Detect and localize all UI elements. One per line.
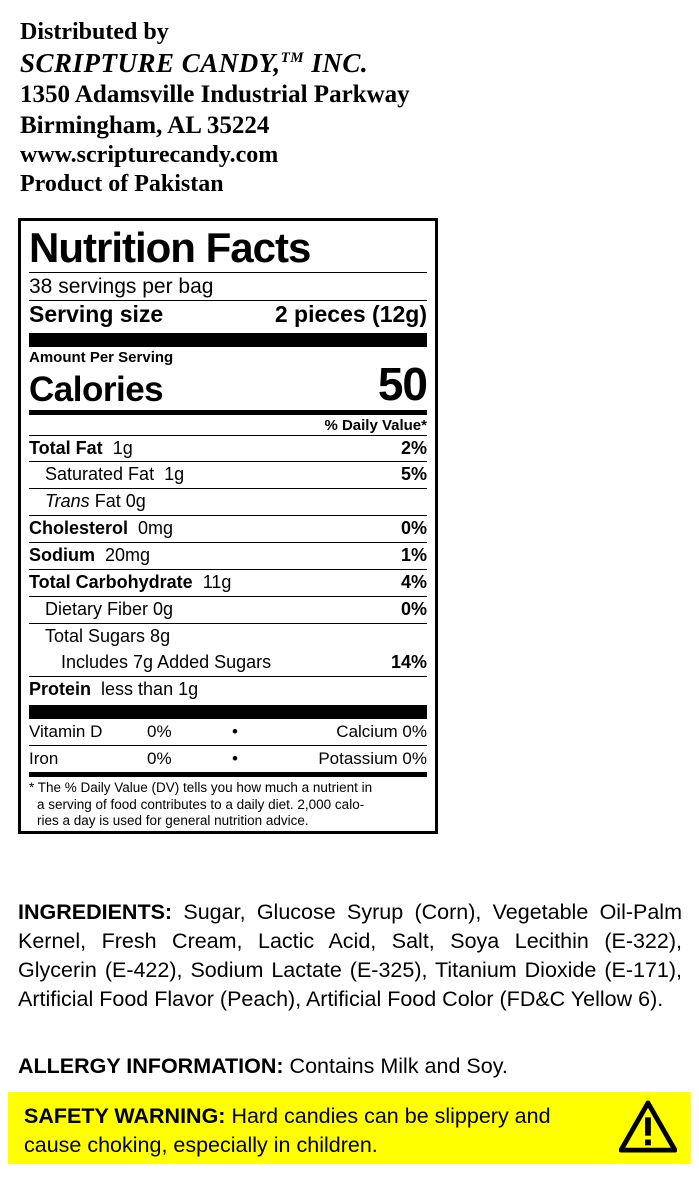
nutrition-facts-panel <box>18 218 438 834</box>
trans-fat-label: Fat 0g <box>94 491 146 512</box>
dietary-fiber-dv: 0% <box>400 599 427 620</box>
nutrient-row-added-sugars <box>29 650 427 676</box>
company-suffix: INC. <box>304 48 369 79</box>
nutrient-row-dietary-fiber <box>29 596 427 623</box>
serving-size-value: 2 pieces (12g) <box>274 301 427 328</box>
cholesterol-label: Cholesterol <box>29 518 129 539</box>
company-name: SCRIPTURE CANDY, <box>20 48 281 79</box>
nutrient-row-trans-fat <box>29 488 427 515</box>
vitamin-row-d-calcium <box>29 719 427 745</box>
servings-per-container: 38 servings per bag <box>29 275 214 298</box>
potassium-label-value: Potassium 0% <box>318 749 427 769</box>
nutrient-row-sodium <box>29 542 427 569</box>
cholesterol-dv: 0% <box>400 518 427 539</box>
ingredients-block <box>18 898 682 1014</box>
total-carbohydrate-amount: 11g <box>202 572 232 593</box>
dietary-fiber-label: Dietary Fiber 0g <box>45 599 174 620</box>
saturated-fat-amount: 1g <box>164 464 185 485</box>
iron-label: Iron <box>29 749 59 769</box>
calcium-label-value: Calcium 0% <box>336 722 427 742</box>
safety-warning-banner <box>8 1092 691 1164</box>
total-fat-label: Total Fat <box>29 437 103 458</box>
total-fat-amount: 1g <box>112 437 133 458</box>
distributor-block <box>20 18 680 200</box>
sodium-dv: 1% <box>400 545 427 566</box>
protein-amount: less than 1g <box>101 679 199 700</box>
thick-black-band <box>29 333 427 347</box>
added-sugars-label: Includes 7g Added Sugars <box>61 652 272 673</box>
separator-dot-icon: • <box>232 722 238 742</box>
separator-dot-icon-2: • <box>232 749 238 769</box>
nutrient-row-total-fat <box>29 435 427 462</box>
sodium-label: Sodium <box>29 545 95 566</box>
website-url: www.scripturecandy.com <box>20 142 279 169</box>
nutrient-row-cholesterol <box>29 515 427 542</box>
serving-size-label: Serving size <box>29 301 164 328</box>
daily-value-header: % Daily Value* <box>324 416 427 434</box>
nutrient-row-protein <box>29 676 427 703</box>
total-fat-dv: 2% <box>400 437 427 458</box>
serving-size-row <box>29 301 427 331</box>
daily-value-footnote <box>29 772 427 829</box>
allergy-text: Contains Milk and Soy. <box>283 1054 508 1078</box>
address-street: 1350 Adamsville Industrial Parkway <box>20 81 410 109</box>
nutrient-row-saturated-fat <box>29 461 427 488</box>
nutrient-row-total-sugars <box>29 623 427 650</box>
nutrient-row-total-carbohydrate <box>29 569 427 596</box>
iron-value: 0% <box>147 749 172 769</box>
thick-black-band-lower <box>29 705 427 719</box>
cholesterol-amount: 0mg <box>138 518 174 539</box>
ingredients-text: Sugar, Glucose Syrup (Corn), Vegetable Oil-Palm Kernel, Fresh Cream, Lactic Acid, Salt, Soya Lecithin (E-322), Glycerin (E-422), Sodium Lactate (E-325), Titanium Dioxide (E-171), Artificial Food Flavor (Peach), Artificial Food Color (FD&C Yellow 6). <box>18 900 682 1012</box>
warning-triangle-icon <box>619 1100 677 1154</box>
footnote-line-1: * The % Daily Value (DV) tells you how much a nutrient in <box>29 780 373 796</box>
safety-warning-text: Hard candies can be slippery and cause choking, especially in children. <box>24 1104 551 1158</box>
added-sugars-dv: 14% <box>390 652 427 673</box>
protein-label: Protein <box>29 679 92 700</box>
allergy-heading: ALLERGY INFORMATION: <box>18 1054 284 1078</box>
address-city-state-zip: Birmingham, AL 35224 <box>20 111 270 139</box>
total-carbohydrate-label: Total Carbohydrate <box>29 572 193 593</box>
company-name-line <box>20 47 680 80</box>
total-sugars-label: Total Sugars 8g <box>45 626 171 647</box>
calories-value: 50 <box>377 357 427 410</box>
saturated-fat-dv: 5% <box>400 464 427 485</box>
footnote-line-3: ries a day is used for general nutrition advice. <box>37 813 309 828</box>
ingredients-heading: INGREDIENTS: <box>18 900 173 924</box>
saturated-fat-label: Saturated Fat <box>45 464 155 485</box>
vitamin-d-label: Vitamin D <box>29 722 103 742</box>
amount-per-serving-label: Amount Per Serving <box>29 348 174 366</box>
allergy-information-block <box>18 1053 682 1081</box>
footnote-line-2: a serving of food contributes to a daily diet. 2,000 calo- <box>37 796 365 812</box>
vitamin-d-value: 0% <box>147 722 172 742</box>
safety-warning-text-block <box>24 1102 584 1160</box>
calories-label: Calories <box>29 370 164 410</box>
sodium-amount: 20mg <box>105 545 151 566</box>
product-origin: Product of Pakistan <box>20 171 224 198</box>
trans-fat-italic-label: Trans <box>45 491 90 512</box>
total-carbohydrate-dv: 4% <box>400 572 427 593</box>
nutrition-facts-title: Nutrition Facts <box>29 224 311 271</box>
vitamin-row-iron-potassium <box>29 745 427 772</box>
vitamins-section <box>29 719 427 772</box>
trademark-symbol: TM <box>280 50 305 67</box>
distributed-by-line: Distributed by <box>20 19 169 45</box>
safety-warning-heading: SAFETY WARNING: <box>24 1104 226 1128</box>
